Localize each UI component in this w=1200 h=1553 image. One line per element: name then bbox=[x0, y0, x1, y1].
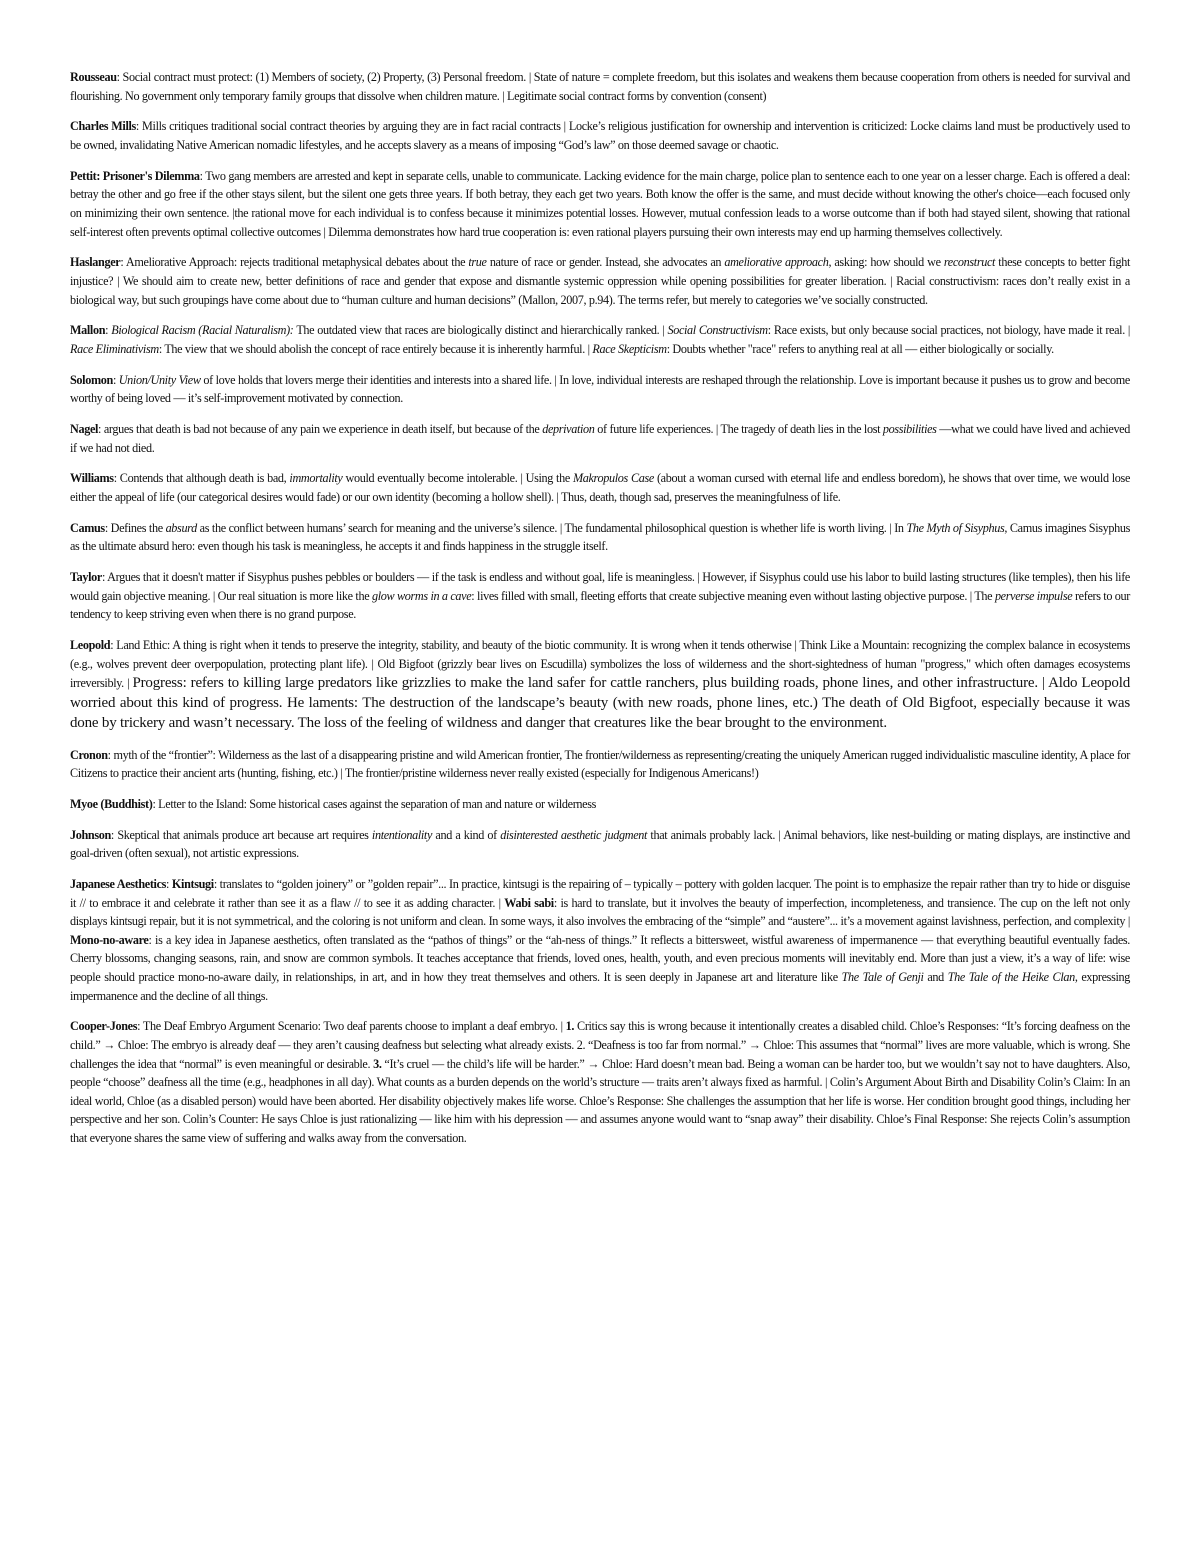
italic-text: The Tale of the Heike Clan bbox=[947, 970, 1075, 984]
body-text: : lives filled with small, fleeting efforts that create subjective meaning even without lasting objective purpose. | The bbox=[471, 588, 995, 603]
body-text: would eventually become intolerable. | Using the bbox=[342, 471, 573, 486]
body-text: : Land Ethic: A thing is right when it tends to preserve the integrity, stability, and beauty of the biotic community. It is wrong when it tends otherwise | Think Like a Mountain: recognizing the complex balance in ecosystems (e.g., wolves prevent deer overpopulation, protecting plant life). | Old Bigfoot (grizzly bear lives on Escudilla) symbolizes the loss of wilderness and the short-sightedness of human "progress," which often damages ecosystems irreversibly. | bbox=[70, 638, 1130, 691]
italic-text: Union/Unity View bbox=[118, 372, 201, 387]
italic-text: immortality bbox=[289, 471, 343, 486]
bold-text: Wabi sabi bbox=[504, 895, 554, 910]
bold-text: Cooper-Jones bbox=[70, 1019, 138, 1034]
body-text: : Defines the bbox=[104, 520, 166, 535]
body-text: : Argues that it doesn't matter if Sisyphus pushes pebbles or boulders — if the task is endless and without goal, life is meaningless. | However, if Sisyphus could use his labor to build lasting structures (like temples), then his life would gain objective meaning. | Our real situation is more like the bbox=[70, 570, 1130, 603]
italic-text: Race Skepticism bbox=[592, 341, 667, 356]
body-text: refers to our tendency to keep striving even when there is no grand purpose. bbox=[70, 588, 1130, 622]
bold-text: Camus bbox=[70, 520, 105, 535]
body-text: : Letter to the Island: Some historical cases against the separation of man and nature or wilderness bbox=[152, 796, 597, 811]
body-text: : The Deaf Embryo Argument Scenario: Two deaf parents choose to implant a deaf embryo. | bbox=[137, 1019, 566, 1034]
italic-text: The Myth of Sisyphus bbox=[906, 520, 1005, 535]
bold-text: Nagel bbox=[70, 422, 99, 437]
body-text: , expressing impermanence and the decline of all things. bbox=[70, 970, 1130, 1003]
body-text: and a kind of bbox=[432, 827, 501, 842]
body-text: : Contends that although death is bad, bbox=[113, 471, 290, 486]
italic-text: deprivation bbox=[542, 422, 595, 437]
bold-text: Japanese Aesthetics bbox=[70, 877, 167, 892]
body-text: : Social contract must protect: (1) Members of society, (2) Property, (3) Personal freedom. | State of nature = complete freedom, but this isolates and weakens them because cooperation from others is needed for survival and flourishing. No government only temporary family groups that dissolve when children mature. | Legitimate social contract forms by convention (consent) bbox=[70, 70, 1130, 103]
bold-text: Haslanger bbox=[70, 255, 121, 270]
note-leopold bbox=[70, 636, 1130, 733]
bold-text: Myoe (Buddhist) bbox=[70, 796, 153, 811]
body-text: : bbox=[166, 877, 172, 892]
body-text: : Skeptical that animals produce art because art requires bbox=[110, 827, 372, 842]
italic-text: Race Eliminativism bbox=[70, 341, 159, 356]
note-taylor bbox=[70, 568, 1130, 624]
body-text: : Mills critiques traditional social contract theories by arguing they are in fact racial contracts | Locke’s religious justification for ownership and intervention is criticized: Locke claims land must be productively used to be owned, invalidating Native American nomadic lifestyles, and he accepts slavery as a means of imposing “God’s law” on those deemed savage or chaotic. bbox=[70, 119, 1131, 152]
body-text: : translates to “golden joinery” or ”golden repair”... In practice, kintsugi is the repairing of – typically – pottery with golden lacquer. The point is to emphasize the repair rather than try to hide or disguise it // to embrace it and celebrate it rather than see it as a flaw // to see it as adding character. | bbox=[70, 877, 1130, 910]
body-text: : is a key idea in Japanese aesthetics, often translated as the “pathos of things” or the “ah-ness of things.” It reflects a bittersweet, wistful awareness of impermanence — that everything beautiful eventually fades. Cherry blossoms, changing seasons, rain, and snow are common symbols. It teaches acceptance that friends, loved ones, health, youth, and even precious moments will inevitably end. More than just a view, it’s a way of life: wise people should practice mono-no-aware daily, in relationships, in art, and in how they treat themselves and others. It is seen deeply in Japanese art and literature like bbox=[70, 932, 1130, 984]
body-text: “It’s cruel — the child’s life will be harder.” → Chloe: Hard doesn’t mean bad. Being a woman can be harder too, but we wouldn’t say not to have daughters. Also, people “choose” deafness all the time (e.g., headphones in all day). What counts as a burden depends on the world’s structure — traits aren’t always fixed as harmful. | Colin’s Argument About Birth and Disability Colin’s Claim: In an ideal world, Chloe (as a disabled person) would have been aborted. Her disability objectively makes life worse. Chloe’s Response: She challenges the assumption that her life is worse. Her condition brought good things, including her perspective and her son. Colin’s Counter: He says Chloe is just rationalizing — like him with his depression — and assumes anyone would want to “snap away” their disability. Chloe’s Final Response: She rejects Colin’s assumption that everyone shares the same view of suffering and walks away from the conversation. bbox=[70, 1056, 1130, 1145]
bold-text: Charles Mills bbox=[70, 119, 136, 134]
large-text: Progress: refers to killing large predators like grizzlies to make the land safer for cattle ranchers, plus building roads, phone lines, and other infrastructure. | Aldo Leopold worried about this kind of progress. He laments: The destruction of the landscape’s beauty (with new roads, phone lines, etc.) The death of Old Bigfoot, especially because it was done by trickery and wasn’t necessary. The loss of the feeling of wildness and danger that creatures like the bear brought to the environment. bbox=[70, 675, 1130, 732]
body-text: Critics say this is wrong because it intentionally creates a disabled child. Chloe’s Responses: “It’s forcing deafness on the child.” → Chloe: The embryo is already deaf — they aren’t causing deafness but selecting what already exists. 2. “Deafness is too far from normal.” → Chloe: This assumes that “normal” lives are more valuable, which is wrong. She challenges the idea that “normal” is even meaningful or desirable. bbox=[70, 1019, 1130, 1071]
italic-text: disinterested aesthetic judgment bbox=[500, 827, 648, 842]
body-text: : Two gang members are arrested and kept in separate cells, unable to communicate. Lacking evidence for the main charge, police plan to sentence each to one year on a lesser charge. Each is offered a deal: betray the other and go free if the other stays silent, but the silent one gets three years. If both betray, they each get two years. Both know the offer is the same, and must decide without knowing the other's choice—each focused only on minimizing their own sentence. |the rational move for each individual is to confess because it minimizes potential losses. However, mutual confession leads to a worse outcome than if both had stayed silent, showing that rational self-interest often prevents optimal collective outcomes | Dilemma demonstrates how hard true cooperation is: even rational players pursuing their own interests may end up harming themselves collectively. bbox=[70, 168, 1131, 239]
bold-text: Cronon bbox=[70, 747, 108, 762]
italic-text: glow worms in a cave bbox=[371, 588, 472, 603]
body-text: , asking: how should we bbox=[828, 255, 944, 270]
body-text: : myth of the “frontier”: Wilderness as the last of a disappearing pristine and wild American frontier, The frontier/wilderness as representing/creating the uniquely American rugged individualistic masculine identity, A place for Citizens to practice their ancient arts (hunting, fishing, etc.) | The frontier/pristine wilderness never really existed (especially for Indigenous Americans!) bbox=[70, 747, 1130, 781]
bold-text: Kintsugi bbox=[171, 877, 214, 892]
italic-text: Social Constructivism bbox=[667, 323, 768, 338]
body-text: —what we could have lived and achieved if we had not died. bbox=[70, 422, 1130, 455]
italic-text: reconstruct bbox=[943, 255, 996, 270]
note-pettit bbox=[70, 167, 1130, 241]
body-text: : Ameliorative Approach: rejects traditional metaphysical debates about the bbox=[120, 255, 469, 270]
body-text: (about a woman cursed with eternal life and endless boredom), he shows that over time, we would lose either the appeal of life (our categorical desires would fade) or our own identity (becoming a hollow shell). | Thus, death, though sad, preserves the meaningfulness of life. bbox=[70, 471, 1130, 504]
note-cooper-jones bbox=[70, 1017, 1130, 1147]
body-text: : bbox=[105, 323, 112, 338]
note-japanese bbox=[70, 875, 1130, 1005]
bold-text: 3. bbox=[373, 1056, 382, 1071]
italic-text: Biological Racism (Racial Naturalism): bbox=[111, 323, 294, 338]
italic-text: intentionality bbox=[371, 827, 433, 842]
body-text: : Doubts whether "race" refers to anything real at all — either biologically or socially. bbox=[666, 341, 1054, 356]
body-text: : argues that death is bad not because of any pain we experience in death itself, but because of the bbox=[98, 422, 543, 437]
bold-text: Williams bbox=[70, 471, 114, 486]
body-text: : Race exists, but only because social practices, not biology, have made it real. | bbox=[767, 323, 1131, 338]
notes-document bbox=[70, 68, 1130, 1160]
body-text: : bbox=[112, 372, 119, 387]
bold-text: 1. bbox=[565, 1019, 575, 1034]
bold-text: Mono-no-aware bbox=[70, 932, 149, 947]
bold-text: Solomon bbox=[70, 372, 113, 387]
bold-text: Pettit: Prisoner's Dilemma bbox=[70, 168, 200, 183]
note-haslanger bbox=[70, 253, 1130, 309]
bold-text: Johnson bbox=[70, 827, 111, 842]
note-mills bbox=[70, 117, 1130, 154]
italic-text: ameliorative approach bbox=[724, 255, 829, 270]
bold-text: Rousseau bbox=[70, 70, 117, 84]
note-cronon bbox=[70, 746, 1130, 783]
body-text: of future life experiences. | The tragedy of death lies in the lost bbox=[594, 422, 883, 437]
italic-text: true bbox=[468, 255, 487, 270]
body-text: that animals probably lack. | Animal behaviors, like nest-building or mating displays, are instinctive and goal-driven (often sexual), not artistic expressions. bbox=[70, 827, 1131, 861]
body-text: : is hard to translate, but it involves the beauty of imperfection, incompleteness, and transience. The cup on the left not only displays kintsugi repair, but it is not symmetrical, and the coloring is not uniform and clean. In some ways, it also involves the embracing of the “simple” and “austere”... it’s a movement against lavishness, perfection, and complexity | bbox=[70, 895, 1130, 929]
body-text: , Camus imagines Sisyphus as the ultimate absurd hero: even though his task is meaningless, he accepts it and finds happiness in the struggle itself. bbox=[70, 520, 1131, 554]
body-text: : The view that we should abolish the concept of race entirely because it is inherently harmful. | bbox=[158, 341, 593, 356]
italic-text: perverse impulse bbox=[994, 588, 1073, 603]
body-text: these concepts to better fight injustice? | We should aim to create new, better definitions of race and gender that expose and dismantle systemic oppression while opening possibilities for greater liberation. | Racial constructivism: races don’t really exist in a biological way, but such groupings have come about due to “human culture and human decisions” (Mallon, 2007, p.94). The terms refer, but merely to categories we’ve socially constructed. bbox=[70, 255, 1130, 307]
italic-text: The Tale of Genji bbox=[841, 970, 924, 984]
note-mallon bbox=[70, 321, 1130, 358]
note-nagel bbox=[70, 420, 1130, 457]
body-text: of love holds that lovers merge their identities and interests into a shared life. | In love, individual interests are reshaped through the relationship. Love is important because it pushes us to grow and become worthy of being loved — it’s self-improvement motivated by connection. bbox=[70, 372, 1130, 406]
bold-text: Mallon bbox=[70, 323, 106, 338]
body-text: as the conflict between humans’ search for meaning and the universe’s silence. | The fundamental philosophical question is whether life is worth living. | In bbox=[196, 520, 907, 535]
note-myoe bbox=[70, 795, 1130, 814]
note-solomon bbox=[70, 371, 1130, 408]
note-rousseau bbox=[70, 68, 1130, 105]
bold-text: Taylor bbox=[70, 570, 102, 585]
italic-text: Makropulos Case bbox=[572, 471, 654, 486]
italic-text: possibilities bbox=[882, 422, 937, 437]
note-williams bbox=[70, 469, 1130, 506]
note-camus bbox=[70, 519, 1130, 556]
note-johnson bbox=[70, 826, 1130, 863]
body-text: and bbox=[923, 970, 948, 984]
body-text: nature of race or gender. Instead, she advocates an bbox=[486, 255, 725, 270]
italic-text: absurd bbox=[165, 520, 197, 535]
bold-text: Leopold bbox=[70, 638, 111, 653]
body-text: The outdated view that races are biologically distinct and hierarchically ranked. | bbox=[293, 323, 668, 338]
